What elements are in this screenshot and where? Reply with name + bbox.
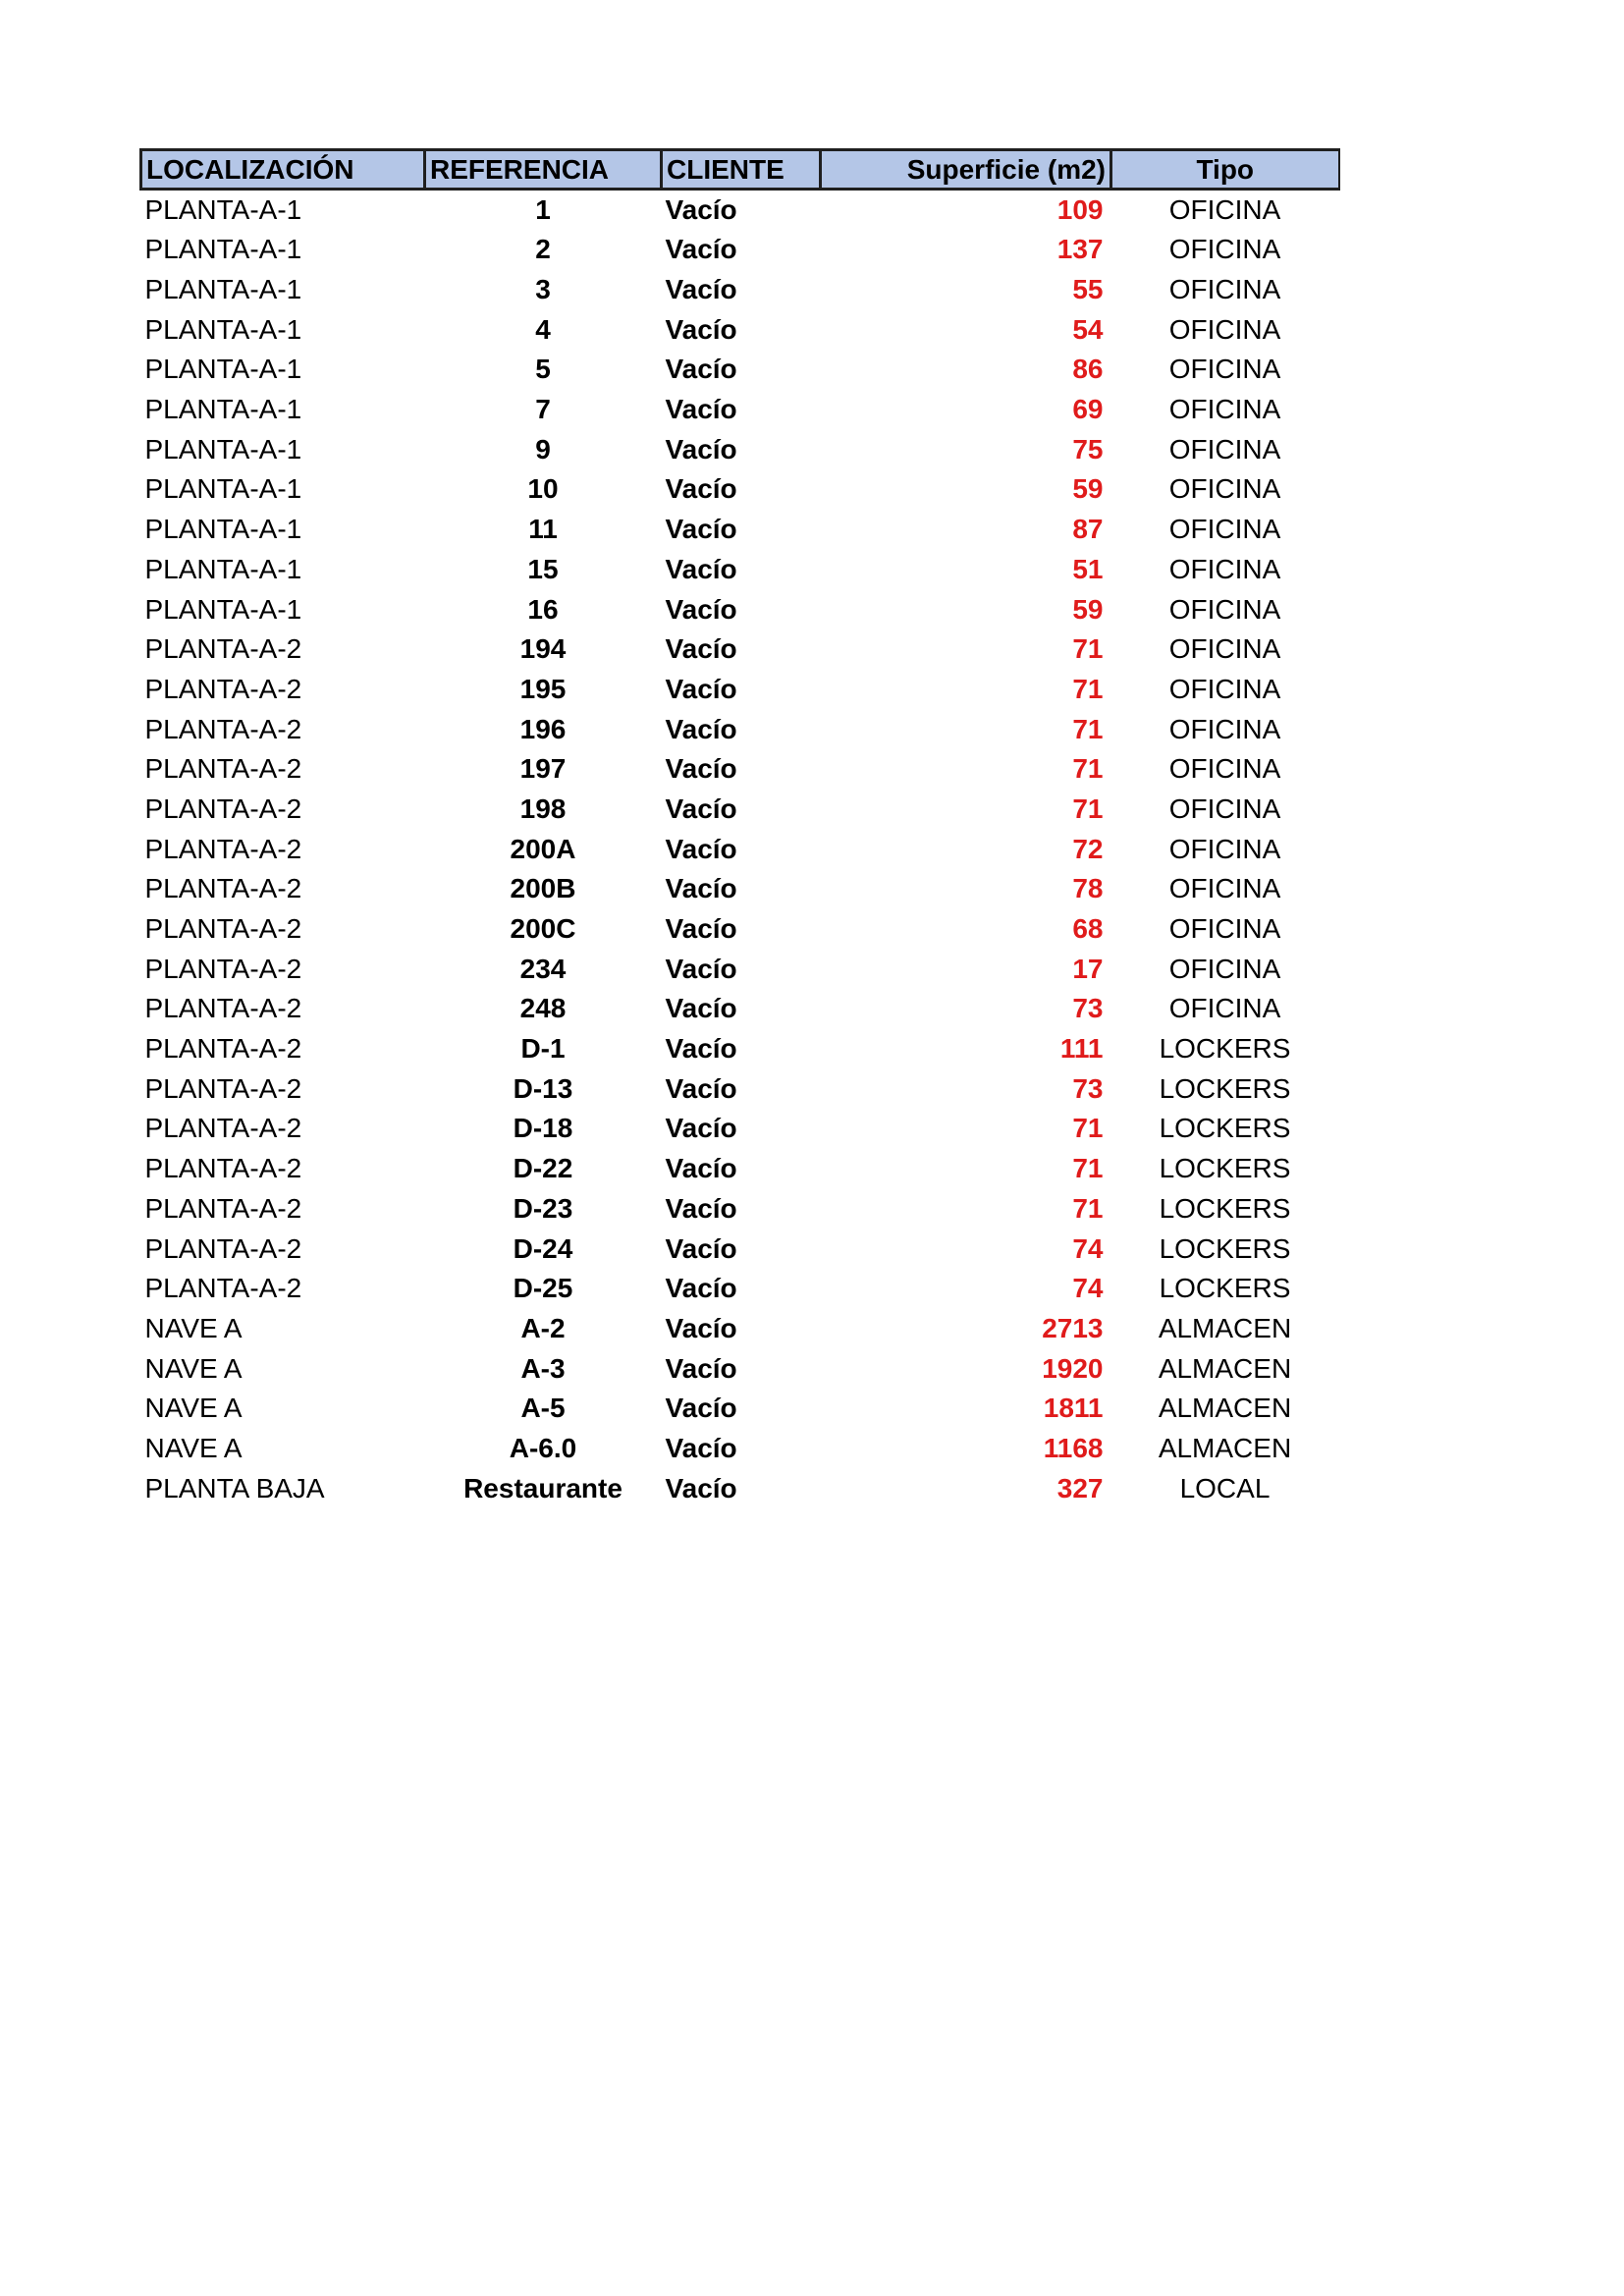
cell-superficie: 69 <box>1072 394 1104 425</box>
spreadsheet-page <box>139 148 1337 1508</box>
table-row <box>141 510 1339 550</box>
cell-tipo: OFICINA <box>1168 833 1281 864</box>
cell-superficie: 137 <box>1056 234 1104 265</box>
cell-tipo: LOCKERS <box>1159 1033 1291 1065</box>
cell-referencia: A-5 <box>520 1393 566 1424</box>
cell-superficie: 2713 <box>1042 1312 1104 1343</box>
table-row <box>141 670 1339 710</box>
table-row <box>141 1029 1339 1069</box>
cell-superficie: 71 <box>1072 1192 1104 1224</box>
cell-superficie: 1811 <box>1043 1393 1104 1424</box>
table-row <box>141 1109 1339 1149</box>
cell-cliente: Vacío <box>665 1153 737 1184</box>
cell-referencia: 2 <box>535 234 551 265</box>
cell-localizacion: PLANTA-A-2 <box>144 1192 302 1224</box>
cell-tipo: OFICINA <box>1168 753 1281 785</box>
cell-tipo: LOCKERS <box>1159 1113 1291 1144</box>
cell-superficie: 87 <box>1072 514 1104 545</box>
table-row <box>141 1429 1339 1469</box>
table-row <box>141 550 1339 590</box>
cell-superficie: 73 <box>1072 993 1104 1024</box>
cell-referencia: D-18 <box>513 1113 573 1144</box>
cell-referencia: A-6.0 <box>509 1432 577 1463</box>
units-table <box>139 148 1340 1508</box>
cell-cliente: Vacío <box>665 553 737 584</box>
cell-cliente: Vacío <box>665 1472 737 1503</box>
cell-cliente: Vacío <box>665 1192 737 1224</box>
cell-referencia: 10 <box>527 473 559 505</box>
cell-superficie: 55 <box>1072 274 1104 305</box>
cell-tipo: LOCKERS <box>1159 1153 1291 1184</box>
cell-tipo: LOCAL <box>1179 1472 1271 1503</box>
table-row <box>141 629 1339 670</box>
cell-referencia: 234 <box>519 953 567 984</box>
table-row <box>141 1149 1339 1189</box>
table-row <box>141 869 1339 909</box>
cell-localizacion: PLANTA-A-1 <box>144 313 302 345</box>
cell-cliente: Vacío <box>665 313 737 345</box>
table-row <box>141 1189 1339 1230</box>
table-body <box>141 190 1339 1509</box>
cell-cliente: Vacío <box>665 234 737 265</box>
cell-tipo: OFICINA <box>1168 913 1281 945</box>
cell-cliente: Vacío <box>665 1352 737 1384</box>
cell-localizacion: PLANTA-A-2 <box>144 873 302 904</box>
cell-localizacion: PLANTA-A-2 <box>144 753 302 785</box>
cell-referencia: 200B <box>510 873 576 904</box>
table-row <box>141 949 1339 989</box>
table-row <box>141 1229 1339 1269</box>
cell-tipo: OFICINA <box>1168 633 1281 665</box>
cell-superficie: 71 <box>1072 793 1104 824</box>
table-row <box>141 1068 1339 1109</box>
table-row <box>141 429 1339 469</box>
header-tipo: Tipo <box>1111 150 1339 190</box>
table-row <box>141 309 1339 350</box>
table-row <box>141 589 1339 629</box>
cell-superficie: 73 <box>1072 1072 1104 1104</box>
cell-referencia: 196 <box>519 713 567 744</box>
cell-cliente: Vacío <box>665 514 737 545</box>
cell-tipo: ALMACEN <box>1158 1432 1292 1463</box>
table-row <box>141 390 1339 430</box>
cell-superficie: 59 <box>1072 473 1104 505</box>
cell-localizacion: PLANTA-A-1 <box>144 593 302 625</box>
cell-tipo: OFICINA <box>1168 793 1281 824</box>
cell-superficie: 71 <box>1072 633 1104 665</box>
cell-tipo: OFICINA <box>1168 234 1281 265</box>
cell-referencia: D-22 <box>513 1153 573 1184</box>
cell-referencia: 5 <box>535 354 551 385</box>
cell-superficie: 75 <box>1072 433 1104 465</box>
cell-tipo: LOCKERS <box>1159 1273 1291 1304</box>
table-row <box>141 749 1339 790</box>
cell-localizacion: PLANTA-A-2 <box>144 1033 302 1065</box>
cell-referencia: 15 <box>527 553 559 584</box>
cell-localizacion: NAVE A <box>144 1432 243 1463</box>
cell-tipo: OFICINA <box>1168 394 1281 425</box>
header-referencia: REFERENCIA <box>425 150 662 190</box>
cell-superficie: 74 <box>1072 1232 1104 1264</box>
cell-localizacion: PLANTA-A-2 <box>144 713 302 744</box>
cell-cliente: Vacío <box>665 1432 737 1463</box>
cell-tipo: OFICINA <box>1168 433 1281 465</box>
cell-tipo: OFICINA <box>1168 274 1281 305</box>
cell-tipo: OFICINA <box>1168 354 1281 385</box>
cell-localizacion: PLANTA-A-1 <box>144 514 302 545</box>
cell-tipo: LOCKERS <box>1159 1072 1291 1104</box>
cell-cliente: Vacío <box>665 833 737 864</box>
cell-localizacion: PLANTA-A-2 <box>144 793 302 824</box>
cell-superficie: 71 <box>1072 1153 1104 1184</box>
cell-referencia: 3 <box>535 274 551 305</box>
cell-superficie: 74 <box>1072 1273 1104 1304</box>
cell-cliente: Vacío <box>665 1273 737 1304</box>
cell-localizacion: PLANTA-A-1 <box>144 394 302 425</box>
cell-superficie: 327 <box>1056 1472 1104 1503</box>
table-row <box>141 469 1339 510</box>
cell-superficie: 51 <box>1072 553 1104 584</box>
cell-localizacion: PLANTA-A-1 <box>144 553 302 584</box>
cell-localizacion: NAVE A <box>144 1352 243 1384</box>
table-row <box>141 1309 1339 1349</box>
cell-localizacion: PLANTA-A-2 <box>144 673 302 704</box>
table-row <box>141 790 1339 830</box>
table-row <box>141 1348 1339 1389</box>
cell-cliente: Vacío <box>665 354 737 385</box>
cell-tipo: ALMACEN <box>1158 1393 1292 1424</box>
cell-tipo: OFICINA <box>1168 194 1281 225</box>
cell-cliente: Vacío <box>665 873 737 904</box>
cell-cliente: Vacío <box>665 753 737 785</box>
cell-referencia: Restaurante <box>463 1472 623 1503</box>
header-superficie: Superficie (m2) <box>821 150 1111 190</box>
cell-referencia: A-2 <box>520 1312 566 1343</box>
table-row <box>141 709 1339 749</box>
cell-cliente: Vacío <box>665 713 737 744</box>
cell-localizacion: PLANTA-A-2 <box>144 1153 302 1184</box>
cell-referencia: 7 <box>535 394 551 425</box>
cell-superficie: 72 <box>1072 833 1104 864</box>
cell-cliente: Vacío <box>665 673 737 704</box>
cell-superficie: 1920 <box>1042 1352 1104 1384</box>
cell-referencia: A-3 <box>520 1352 566 1384</box>
cell-referencia: 11 <box>528 514 558 545</box>
cell-cliente: Vacío <box>665 1033 737 1065</box>
cell-referencia: D-13 <box>513 1072 573 1104</box>
cell-tipo: OFICINA <box>1168 313 1281 345</box>
cell-superficie: 54 <box>1072 313 1104 345</box>
cell-cliente: Vacío <box>665 1232 737 1264</box>
cell-localizacion: PLANTA-A-1 <box>144 473 302 505</box>
cell-superficie: 71 <box>1072 673 1104 704</box>
cell-localizacion: PLANTA-A-2 <box>144 633 302 665</box>
cell-referencia: D-23 <box>513 1192 573 1224</box>
cell-cliente: Vacío <box>665 993 737 1024</box>
cell-cliente: Vacío <box>665 793 737 824</box>
cell-referencia: 9 <box>535 433 551 465</box>
table-row <box>141 1468 1339 1508</box>
table-row <box>141 909 1339 950</box>
cell-superficie: 86 <box>1072 354 1104 385</box>
cell-referencia: 248 <box>519 993 567 1024</box>
cell-referencia: 200C <box>510 913 576 945</box>
cell-localizacion: PLANTA-A-2 <box>144 1113 302 1144</box>
cell-referencia: 197 <box>519 753 567 785</box>
cell-localizacion: PLANTA BAJA <box>144 1472 325 1503</box>
cell-superficie: 68 <box>1072 913 1104 945</box>
cell-tipo: OFICINA <box>1168 593 1281 625</box>
cell-localizacion: NAVE A <box>144 1393 243 1424</box>
table-row <box>141 1389 1339 1429</box>
cell-superficie: 78 <box>1072 873 1104 904</box>
cell-referencia: 198 <box>519 793 567 824</box>
cell-localizacion: PLANTA-A-2 <box>144 993 302 1024</box>
cell-cliente: Vacío <box>665 593 737 625</box>
cell-tipo: OFICINA <box>1168 673 1281 704</box>
cell-superficie: 1168 <box>1043 1432 1104 1463</box>
cell-tipo: OFICINA <box>1168 993 1281 1024</box>
cell-localizacion: PLANTA-A-2 <box>144 953 302 984</box>
cell-referencia: D-24 <box>513 1232 573 1264</box>
cell-tipo: OFICINA <box>1168 514 1281 545</box>
cell-cliente: Vacío <box>665 913 737 945</box>
cell-tipo: ALMACEN <box>1158 1312 1292 1343</box>
cell-cliente: Vacío <box>665 1072 737 1104</box>
cell-cliente: Vacío <box>665 633 737 665</box>
cell-tipo: LOCKERS <box>1159 1232 1291 1264</box>
header-localizacion: LOCALIZACIÓN <box>141 150 425 190</box>
cell-superficie: 71 <box>1072 713 1104 744</box>
table-row <box>141 190 1339 231</box>
cell-superficie: 71 <box>1072 1113 1104 1144</box>
cell-referencia: D-1 <box>520 1033 566 1065</box>
cell-tipo: OFICINA <box>1168 873 1281 904</box>
cell-referencia: 1 <box>535 194 551 225</box>
cell-superficie: 59 <box>1072 593 1104 625</box>
header-row <box>141 150 1339 190</box>
table-row <box>141 1269 1339 1309</box>
cell-cliente: Vacío <box>665 1312 737 1343</box>
cell-superficie: 111 <box>1059 1033 1104 1065</box>
cell-cliente: Vacío <box>665 1113 737 1144</box>
cell-cliente: Vacío <box>665 433 737 465</box>
cell-cliente: Vacío <box>665 953 737 984</box>
cell-referencia: 16 <box>527 593 559 625</box>
cell-localizacion: PLANTA-A-2 <box>144 913 302 945</box>
cell-localizacion: PLANTA-A-1 <box>144 354 302 385</box>
cell-cliente: Vacío <box>665 473 737 505</box>
cell-referencia: 200A <box>510 833 576 864</box>
cell-cliente: Vacío <box>665 194 737 225</box>
cell-referencia: D-25 <box>513 1273 573 1304</box>
cell-referencia: 194 <box>519 633 567 665</box>
cell-referencia: 4 <box>535 313 551 345</box>
cell-referencia: 195 <box>519 673 567 704</box>
cell-localizacion: PLANTA-A-2 <box>144 1273 302 1304</box>
cell-localizacion: PLANTA-A-2 <box>144 1072 302 1104</box>
cell-localizacion: PLANTA-A-2 <box>144 1232 302 1264</box>
cell-tipo: OFICINA <box>1168 713 1281 744</box>
cell-superficie: 109 <box>1056 194 1104 225</box>
cell-localizacion: PLANTA-A-1 <box>144 194 302 225</box>
cell-localizacion: PLANTA-A-1 <box>144 234 302 265</box>
cell-localizacion: PLANTA-A-1 <box>144 274 302 305</box>
cell-tipo: OFICINA <box>1168 953 1281 984</box>
cell-superficie: 17 <box>1072 953 1104 984</box>
table-row <box>141 230 1339 270</box>
cell-localizacion: PLANTA-A-2 <box>144 833 302 864</box>
cell-tipo: OFICINA <box>1168 473 1281 505</box>
cell-localizacion: NAVE A <box>144 1312 243 1343</box>
table-row <box>141 270 1339 310</box>
cell-cliente: Vacío <box>665 274 737 305</box>
cell-localizacion: PLANTA-A-1 <box>144 433 302 465</box>
cell-superficie: 71 <box>1072 753 1104 785</box>
cell-tipo: LOCKERS <box>1159 1192 1291 1224</box>
table-row <box>141 989 1339 1029</box>
table-row <box>141 350 1339 390</box>
cell-cliente: Vacío <box>665 1393 737 1424</box>
table-row <box>141 829 1339 869</box>
cell-tipo: ALMACEN <box>1158 1352 1292 1384</box>
cell-cliente: Vacío <box>665 394 737 425</box>
header-cliente: CLIENTE <box>662 150 821 190</box>
cell-tipo: OFICINA <box>1168 553 1281 584</box>
